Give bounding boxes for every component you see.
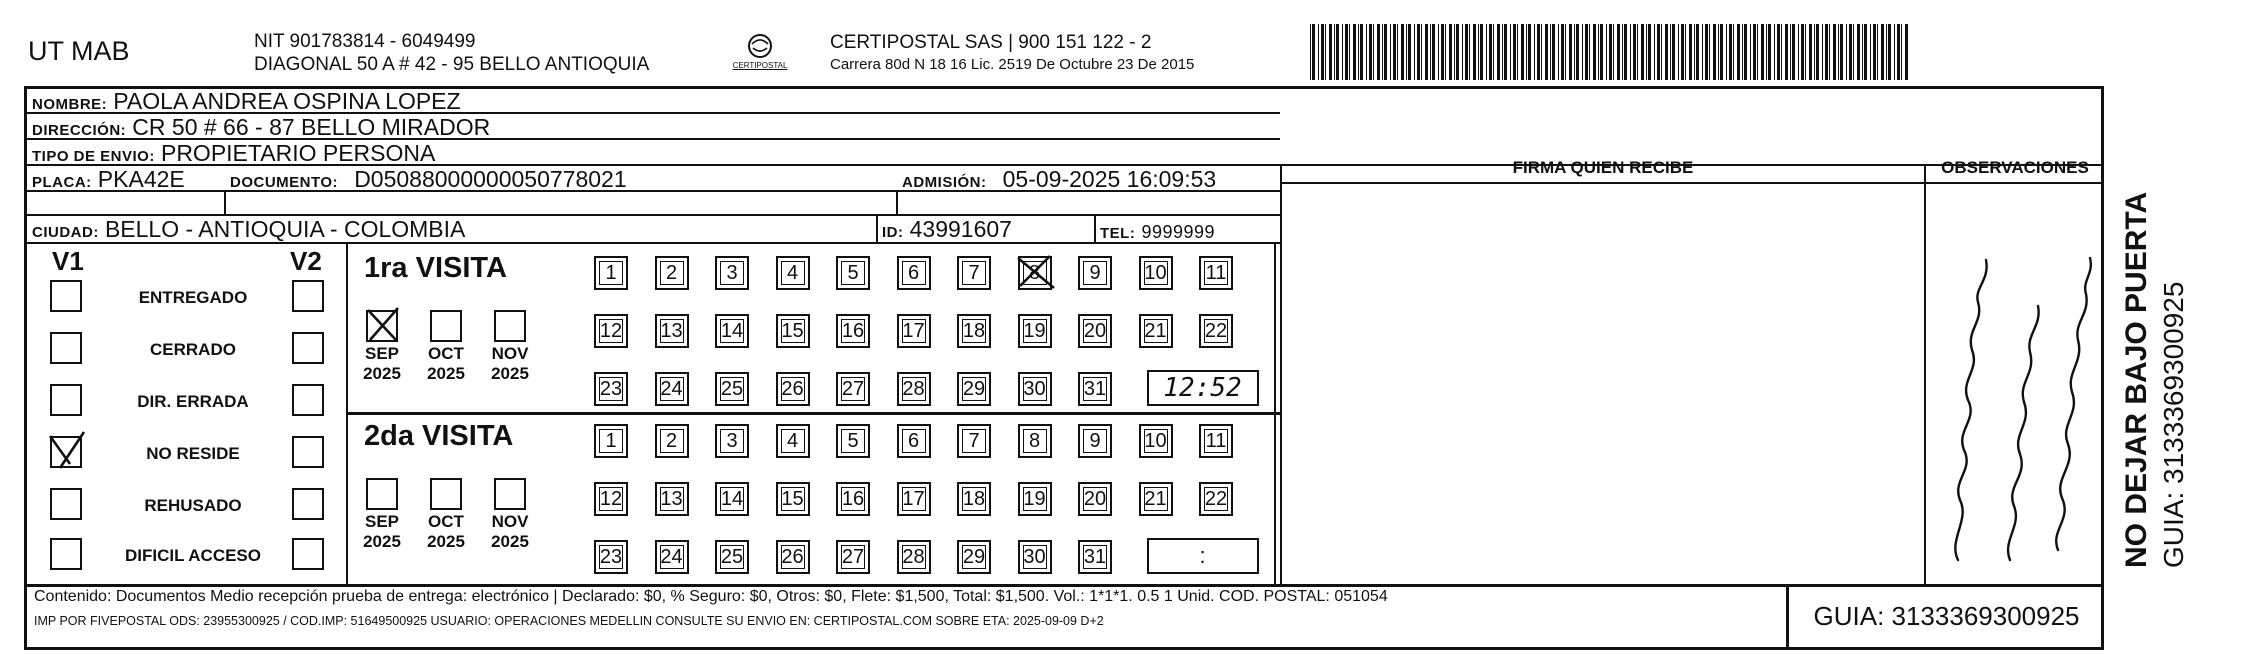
certipostal-license: Carrera 80d N 18 16 Lic. 2519 De Octubre 23 De 2015: [830, 56, 1195, 73]
barcode-bar: [1862, 24, 1863, 80]
company-address: DIAGONAL 50 A # 42 - 95 BELLO ANTIOQUIA: [254, 54, 650, 75]
barcode-bar: [1421, 24, 1422, 80]
nombre-value: PAOLA ANDREA OSPINA LOPEZ: [113, 88, 461, 114]
visit-2-day-16[interactable]: 16: [836, 482, 870, 516]
barcode-bar: [1486, 24, 1487, 80]
barcode-bar: [1480, 24, 1483, 80]
barcode-bar: [1757, 24, 1758, 80]
placa-label: PLACA:: [32, 174, 92, 191]
barcode-bar: [1445, 24, 1446, 80]
barcode-bar: [1726, 24, 1727, 80]
barcode-bar: [1312, 24, 1315, 80]
direccion-label: DIRECCIÓN:: [32, 122, 127, 139]
barcode-bar: [1593, 24, 1596, 80]
barcode-bar: [1670, 24, 1671, 80]
barcode-bar: [1310, 24, 1311, 80]
barcode-bar: [1510, 24, 1511, 80]
observations-handwriting: [1930, 230, 2100, 580]
barcode-bar: [1849, 24, 1852, 80]
id-label: ID:: [882, 224, 904, 241]
v2-header: V2: [290, 246, 322, 276]
visit-1-day-25[interactable]: 25: [715, 372, 749, 406]
nombre-label: NOMBRE:: [32, 96, 108, 113]
barcode-bar: [1798, 24, 1799, 80]
barcode-bar: [1478, 24, 1479, 80]
tel-cell: [1100, 218, 1215, 244]
visit-1-day-9[interactable]: 9: [1078, 256, 1112, 290]
side-no-dejar: NO DEJAR BAJO PUERTA: [2120, 191, 2153, 568]
visit-2-day-3[interactable]: 3: [715, 424, 749, 458]
visit-1-day-16[interactable]: 16: [836, 314, 870, 348]
barcode-bar: [1493, 24, 1494, 80]
visit-2-day-15[interactable]: 15: [776, 482, 810, 516]
visit-month-label: OCT 2025: [427, 512, 465, 551]
barcode-bar: [1393, 24, 1396, 80]
barcode-bar: [1785, 24, 1788, 80]
barcode-bar: [1888, 24, 1891, 80]
visit-1-day-13[interactable]: 13: [655, 314, 689, 348]
check-mark-icon: [364, 306, 402, 344]
barcode-bar: [1853, 24, 1854, 80]
guia-number: GUIA: 3133369300925: [1786, 584, 2104, 650]
barcode-bar: [1334, 24, 1335, 80]
ciudad-value: BELLO - ANTIOQUIA - COLOMBIA: [104, 216, 466, 242]
barcode-bar: [1561, 24, 1564, 80]
visit-2-day-10[interactable]: 10: [1139, 424, 1173, 458]
visit-2-day-27[interactable]: 27: [836, 540, 870, 574]
visit-2-day-24[interactable]: 24: [655, 540, 689, 574]
status-option-label: REHUSADO: [144, 496, 242, 515]
barcode-bar: [1606, 24, 1607, 80]
barcode-bar: [1685, 24, 1686, 80]
visit-1-day-10[interactable]: 10: [1139, 256, 1173, 290]
barcode-bar: [1569, 24, 1572, 80]
barcode-bar: [1565, 24, 1566, 80]
visit-2-time[interactable]: :: [1147, 538, 1259, 574]
visit-month-label: SEP 2025: [363, 512, 401, 551]
barcode-bar: [1558, 24, 1559, 80]
tipo-envio-value: PROPIETARIO PERSONA: [160, 140, 436, 166]
status-option-label: DIFICIL ACCESO: [124, 546, 261, 565]
barcode-bar: [1750, 24, 1751, 80]
admision-value: 05-09-2025 16:09:53: [1002, 166, 1217, 192]
barcode-bar: [1390, 24, 1391, 80]
certipostal-nit: CERTIPOSTAL SAS | 900 151 122 - 2: [830, 32, 1152, 53]
barcode-bar: [1846, 24, 1847, 80]
visit-1-day-23[interactable]: 23: [594, 372, 628, 406]
visit-1-day-19[interactable]: 19: [1018, 314, 1052, 348]
v1-checkbox-dificil-acceso[interactable]: [50, 538, 82, 570]
visit-2-day-7[interactable]: 7: [957, 424, 991, 458]
barcode-bar: [1397, 24, 1398, 80]
visit-2-day-6[interactable]: 6: [897, 424, 931, 458]
barcode-bar: [1840, 24, 1843, 80]
barcode-bar: [1829, 24, 1830, 80]
barcode-bar: [1528, 24, 1531, 80]
visit-1-title: 1ra VISITA: [364, 252, 507, 284]
barcode-bar: [1517, 24, 1518, 80]
visit-1-time[interactable]: 12:52: [1147, 370, 1259, 406]
visit-1-day-11[interactable]: 11: [1199, 256, 1233, 290]
side-guia: GUIA: 3133369300925: [2158, 281, 2189, 568]
barcode-bar: [1438, 24, 1439, 80]
visit-2-title: 2da VISITA: [364, 420, 514, 452]
barcode: [1310, 24, 1910, 80]
barcode-bar: [1342, 24, 1343, 80]
barcode-bar: [1408, 24, 1411, 80]
barcode-bar: [1665, 24, 1668, 80]
visit-2-day-23[interactable]: 23: [594, 540, 628, 574]
barcode-bar: [1790, 24, 1791, 80]
direccion-value: CR 50 # 66 - 87 BELLO MIRADOR: [132, 114, 491, 140]
barcode-bar: [1377, 24, 1380, 80]
barcode-bar: [1425, 24, 1428, 80]
status-option-label: ENTREGADO: [138, 288, 248, 307]
v2-checkbox-dificil-acceso[interactable]: [292, 538, 324, 570]
barcode-bar: [1617, 24, 1620, 80]
barcode-bar: [1613, 24, 1614, 80]
signature-area[interactable]: [1282, 184, 1924, 584]
tel-label: TEL:: [1100, 225, 1136, 242]
company-nit: NIT 901783814 - 6049499: [254, 31, 476, 52]
barcode-bar: [1369, 24, 1372, 80]
barcode-bar: [1462, 24, 1463, 80]
barcode-bar: [1585, 24, 1588, 80]
barcode-bar: [1637, 24, 1638, 80]
barcode-bar: [1709, 24, 1710, 80]
v2-checkbox-entregado[interactable]: [292, 280, 324, 312]
visit-2-month-oct-checkbox[interactable]: [430, 478, 462, 510]
barcode-bar: [1358, 24, 1359, 80]
barcode-bar: [1881, 24, 1884, 80]
barcode-bar: [1713, 24, 1716, 80]
barcode-bar: [1414, 24, 1415, 80]
visit-2-day-5[interactable]: 5: [836, 424, 870, 458]
visit-month-label: SEP 2025: [363, 344, 401, 383]
visit-1-day-22[interactable]: 22: [1199, 314, 1233, 348]
check-mark-icon: [46, 430, 90, 470]
barcode-bar: [1873, 24, 1876, 80]
barcode-bar: [1678, 24, 1679, 80]
visit-2-day-8[interactable]: 8: [1018, 424, 1052, 458]
admision-label: ADMISIÓN:: [902, 174, 987, 191]
visit-2-day-22[interactable]: 22: [1199, 482, 1233, 516]
barcode-bar: [1809, 24, 1812, 80]
barcode-bar: [1318, 24, 1319, 80]
v1-checkbox-no-reside[interactable]: [50, 436, 82, 468]
barcode-bar: [1576, 24, 1579, 80]
barcode-bar: [1430, 24, 1431, 80]
barcode-bar: [1537, 24, 1540, 80]
barcode-bar: [1702, 24, 1703, 80]
v1-header: V1: [52, 246, 84, 276]
barcode-bar: [1622, 24, 1623, 80]
barcode-bar: [1901, 24, 1902, 80]
barcode-bar: [1733, 24, 1734, 80]
visit-2-day-2[interactable]: 2: [655, 424, 689, 458]
visit-2-day-29[interactable]: 29: [957, 540, 991, 574]
barcode-bar: [1886, 24, 1887, 80]
barcode-bar: [1336, 24, 1339, 80]
barcode-bar: [1582, 24, 1583, 80]
visit-1-day-14[interactable]: 14: [715, 314, 749, 348]
tipo-envio-row: [32, 140, 435, 167]
v1-checkbox-entregado[interactable]: [50, 280, 82, 312]
visit-2-month-nov-checkbox[interactable]: [494, 478, 526, 510]
documento-label: DOCUMENTO:: [230, 174, 339, 191]
barcode-bar: [1672, 24, 1675, 80]
visit-1-day-30[interactable]: 30: [1018, 372, 1052, 406]
barcode-bar: [1768, 24, 1771, 80]
barcode-bar: [1681, 24, 1684, 80]
barcode-bar: [1774, 24, 1775, 80]
barcode-bar: [1456, 24, 1459, 80]
visit-2-day-17[interactable]: 17: [897, 482, 931, 516]
barcode-bar: [1384, 24, 1387, 80]
barcode-bar: [1552, 24, 1555, 80]
visit-month-label: NOV 2025: [491, 344, 529, 383]
visit-1-day-28[interactable]: 28: [897, 372, 931, 406]
visit-1-day-15[interactable]: 15: [776, 314, 810, 348]
placa-value: PKA42E: [97, 166, 185, 192]
barcode-bar: [1504, 24, 1507, 80]
barcode-bar: [1417, 24, 1420, 80]
barcode-bar: [1761, 24, 1764, 80]
firma-header: FIRMA QUIEN RECIBE: [1512, 158, 1694, 177]
visit-2-day-26[interactable]: 26: [776, 540, 810, 574]
visit-2-day-9[interactable]: 9: [1078, 424, 1112, 458]
barcode-bar: [1373, 24, 1374, 80]
documento-value: D05088000000050778021: [354, 166, 627, 192]
visit-1-day-4[interactable]: 4: [776, 256, 810, 290]
barcode-bar: [1781, 24, 1782, 80]
barcode-bar: [1877, 24, 1878, 80]
barcode-bar: [1648, 24, 1651, 80]
visit-1-day-12[interactable]: 12: [594, 314, 628, 348]
ciudad-label: CIUDAD:: [32, 224, 99, 241]
barcode-bar: [1744, 24, 1747, 80]
documento-cell: [230, 166, 627, 193]
barcode-bar: [1641, 24, 1644, 80]
visit-1-day-7[interactable]: 7: [957, 256, 991, 290]
logo-text: CERTIPOSTAL: [732, 61, 788, 70]
barcode-bar: [1825, 24, 1828, 80]
barcode-bar: [1833, 24, 1836, 80]
observaciones-header: OBSERVACIONES: [1941, 158, 2089, 177]
status-option-label: NO RESIDE: [146, 444, 240, 463]
visit-2-day-14[interactable]: 14: [715, 482, 749, 516]
visit-1-day-21[interactable]: 21: [1139, 314, 1173, 348]
barcode-bar: [1545, 24, 1548, 80]
visit-2-day-12[interactable]: 12: [594, 482, 628, 516]
barcode-bar: [1441, 24, 1444, 80]
barcode-bar: [1469, 24, 1470, 80]
visit-2-day-25[interactable]: 25: [715, 540, 749, 574]
barcode-bar: [1689, 24, 1692, 80]
tel-value: 9999999: [1141, 222, 1216, 242]
barcode-bar: [1646, 24, 1647, 80]
v1-checkbox-dir-errada[interactable]: [50, 384, 82, 416]
visit-2-day-11[interactable]: 11: [1199, 424, 1233, 458]
barcode-bar: [1550, 24, 1551, 80]
barcode-bar: [1870, 24, 1871, 80]
barcode-bar: [1801, 24, 1804, 80]
visit-1-day-6[interactable]: 6: [897, 256, 931, 290]
barcode-bar: [1325, 24, 1326, 80]
barcode-bar: [1449, 24, 1452, 80]
visit-1-month-nov-checkbox[interactable]: [494, 310, 526, 342]
footer-content: Contenido: Documentos Medio recepción prueba de entrega: electrónico | Declarado: $0, % Seguro: $0, Otros: $0, Flete: $1,500, Total: $1,500. Vol.: 1*1*1. 0.5 1 Unid. COD. POSTAL: 051054: [34, 588, 1388, 605]
visit-1-day-3[interactable]: 3: [715, 256, 749, 290]
status-option-label: DIR. ERRADA: [137, 392, 249, 411]
barcode-bar: [1366, 24, 1367, 80]
visit-1-day-27[interactable]: 27: [836, 372, 870, 406]
barcode-bar: [1897, 24, 1900, 80]
footer-print-info: IMP POR FIVEPOSTAL ODS: 23955300925 / COD.IMP: 51649500925 USUARIO: OPERACIONES MEDELLIN CONSULTE SU ENVIO EN: CERTIPOSTAL.COM SOBRE ETA: 2025-09-09 D+2: [34, 614, 1104, 628]
barcode-bar: [1857, 24, 1860, 80]
side-notice: [2120, 192, 2190, 568]
visit-1-day-8[interactable]: 8: [1018, 256, 1052, 290]
visit-2-day-1[interactable]: 1: [594, 424, 628, 458]
company-nit-block: [254, 30, 649, 76]
barcode-bar: [1766, 24, 1767, 80]
barcode-bar: [1345, 24, 1348, 80]
certipostal-logo: [726, 32, 794, 76]
barcode-bar: [1329, 24, 1332, 80]
ciudad-cell: [32, 216, 465, 243]
visit-1-day-17[interactable]: 17: [897, 314, 931, 348]
visit-month-label: NOV 2025: [491, 512, 529, 551]
barcode-bar: [1657, 24, 1660, 80]
barcode-bar: [1805, 24, 1806, 80]
v1-checkbox-cerrado[interactable]: [50, 332, 82, 364]
visit-2-day-30[interactable]: 30: [1018, 540, 1052, 574]
visit-1-month-oct-checkbox[interactable]: [430, 310, 462, 342]
visit-1-day-2[interactable]: 2: [655, 256, 689, 290]
visit-2-day-28[interactable]: 28: [897, 540, 931, 574]
v2-checkbox-dir-errada[interactable]: [292, 384, 324, 416]
visit-2-day-19[interactable]: 19: [1018, 482, 1052, 516]
visit-1-day-1[interactable]: 1: [594, 256, 628, 290]
visit-1-day-20[interactable]: 20: [1078, 314, 1112, 348]
barcode-bar: [1541, 24, 1542, 80]
barcode-bar: [1497, 24, 1500, 80]
barcode-bar: [1534, 24, 1535, 80]
barcode-bar: [1718, 24, 1719, 80]
barcode-bar: [1521, 24, 1524, 80]
visit-1-day-18[interactable]: 18: [957, 314, 991, 348]
visit-2-day-4[interactable]: 4: [776, 424, 810, 458]
barcode-bar: [1624, 24, 1627, 80]
barcode-bar: [1465, 24, 1468, 80]
barcode-bar: [1598, 24, 1599, 80]
barcode-bar: [1816, 24, 1819, 80]
visit-2-day-13[interactable]: 13: [655, 482, 689, 516]
id-cell: [882, 216, 1012, 243]
barcode-bar: [1489, 24, 1492, 80]
barcode-bar: [1382, 24, 1383, 80]
barcode-bar: [1737, 24, 1740, 80]
company-name: UT MAB: [28, 36, 130, 66]
barcode-bar: [1822, 24, 1823, 80]
barcode-bar: [1864, 24, 1867, 80]
visit-1-day-31[interactable]: 31: [1078, 372, 1112, 406]
barcode-bar: [1694, 24, 1695, 80]
barcode-bar: [1360, 24, 1363, 80]
barcode-bar: [1349, 24, 1350, 80]
visit-1-day-24[interactable]: 24: [655, 372, 689, 406]
barcode-bar: [1353, 24, 1356, 80]
barcode-bar: [1473, 24, 1476, 80]
visit-2-day-18[interactable]: 18: [957, 482, 991, 516]
barcode-bar: [1894, 24, 1895, 80]
v2-checkbox-cerrado[interactable]: [292, 332, 324, 364]
admision-cell: [902, 166, 1216, 193]
barcode-bar: [1513, 24, 1516, 80]
barcode-bar: [1574, 24, 1575, 80]
barcode-bar: [1729, 24, 1732, 80]
barcode-bar: [1742, 24, 1743, 80]
visit-1-day-5[interactable]: 5: [836, 256, 870, 290]
barcode-bar: [1502, 24, 1503, 80]
barcode-bar: [1814, 24, 1815, 80]
id-value: 43991607: [909, 216, 1012, 242]
barcode-bar: [1654, 24, 1655, 80]
barcode-bar: [1401, 24, 1404, 80]
barcode-bar: [1589, 24, 1590, 80]
barcode-bar: [1406, 24, 1407, 80]
visit-2-day-31[interactable]: 31: [1078, 540, 1112, 574]
visit-month-label: OCT 2025: [427, 344, 465, 383]
barcode-bar: [1454, 24, 1455, 80]
visit-2-day-21[interactable]: 21: [1139, 482, 1173, 516]
barcode-bar: [1661, 24, 1662, 80]
v2-checkbox-no-reside[interactable]: [292, 436, 324, 468]
barcode-bar: [1321, 24, 1324, 80]
barcode-bar: [1600, 24, 1603, 80]
v2-checkbox-rehusado[interactable]: [292, 488, 324, 520]
barcode-bar: [1905, 24, 1908, 80]
tipo-envio-label: TIPO DE ENVIO:: [32, 148, 155, 165]
visit-1-month-sep-checkbox[interactable]: [366, 310, 398, 342]
barcode-bar: [1838, 24, 1839, 80]
placa-cell: [32, 166, 185, 193]
barcode-bar: [1792, 24, 1795, 80]
barcode-bar: [1609, 24, 1612, 80]
status-option-label: CERRADO: [150, 340, 236, 359]
barcode-bar: [1630, 24, 1631, 80]
barcode-bar: [1720, 24, 1723, 80]
barcode-bar: [1753, 24, 1756, 80]
barcode-bar: [1633, 24, 1636, 80]
visit-1-day-29[interactable]: 29: [957, 372, 991, 406]
visit-2-day-20[interactable]: 20: [1078, 482, 1112, 516]
visit-2-month-sep-checkbox[interactable]: [366, 478, 398, 510]
visit-1-day-26[interactable]: 26: [776, 372, 810, 406]
barcode-bar: [1696, 24, 1699, 80]
barcode-bar: [1526, 24, 1527, 80]
barcode-bar: [1432, 24, 1435, 80]
v1-checkbox-rehusado[interactable]: [50, 488, 82, 520]
barcode-bar: [1777, 24, 1780, 80]
direccion-row: [32, 114, 490, 141]
barcode-bar: [1705, 24, 1708, 80]
nombre-row: [32, 88, 461, 115]
